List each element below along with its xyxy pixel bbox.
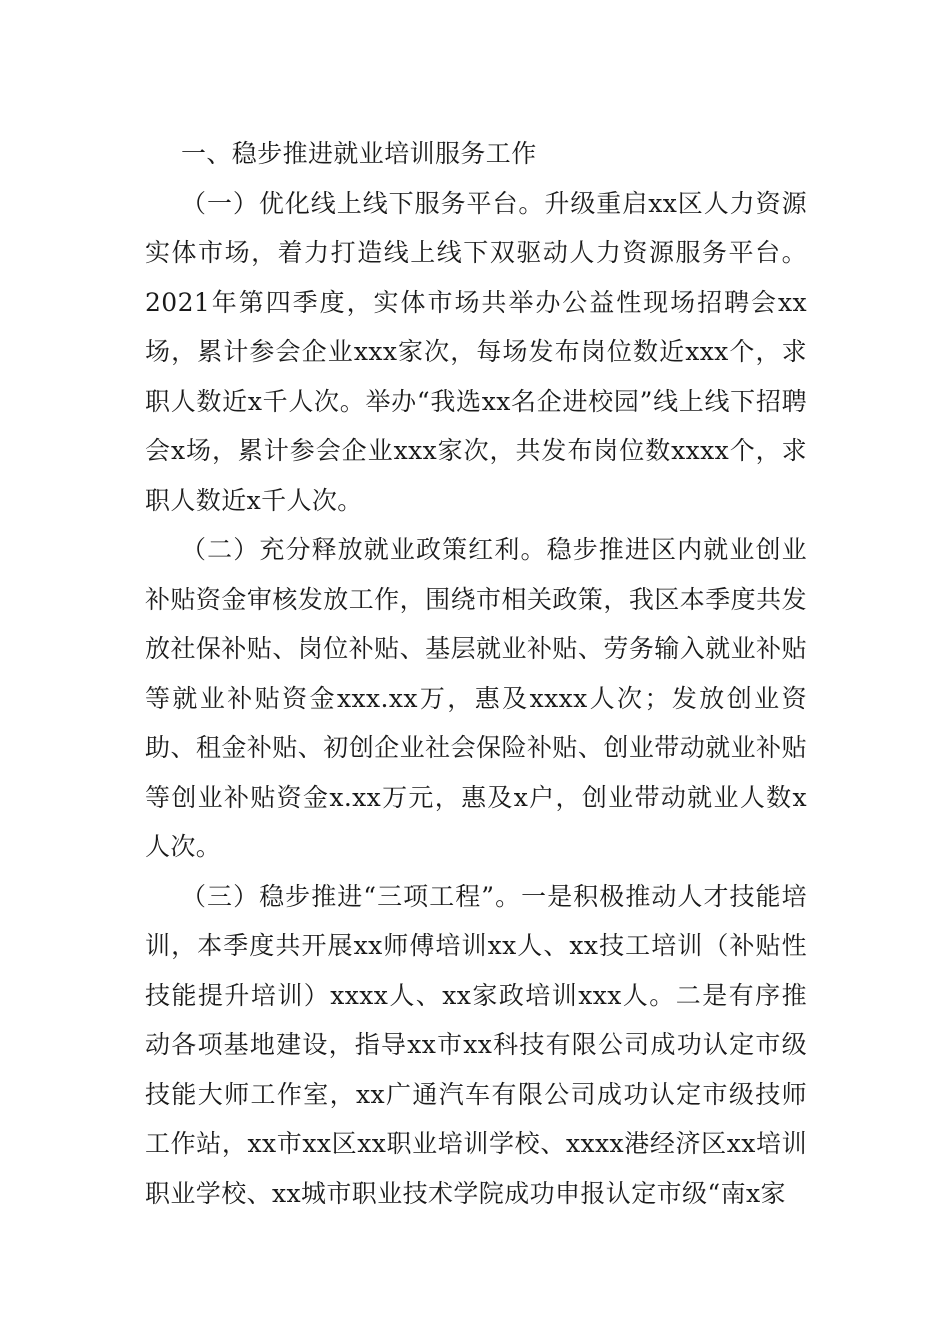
paragraph-1: （一）优化线上线下服务平台。升级重启xx区人力资源实体市场，着力打造线上线下双驱动人力资源服务平台。2021年第四季度，实体市场共举办公益性现场招聘会xx场，累计参会企业xxx家次，每场发布岗位数近xxx个，求职人数近x千人次。举办“我选xx名企进校园”线上线下招聘会x场，累计参会企业xxx家次，共发布岗位数xxxx个，求职人数近x千人次。 bbox=[145, 188, 807, 515]
paragraph-3: （三）稳步推进“三项工程”。一是积极推动人才技能培训，本季度共开展xx师傅培训xx人、xx技工培训（补贴性技能提升培训）xxxx人、xx家政培训xxx人。二是有序推动各项基地建设，指导xx市xx科技有限公司成功认定市级技能大师工作室，xx广通汽车有限公司成功认定市级技师工作站，xx市xx区xx职业培训学校、xxxx港经济区xx培训职业学校、xx城市职业技术学院成功申报认定市级“南x家 bbox=[145, 881, 807, 1208]
section-heading: 一、稳步推进就业培训服务工作 bbox=[181, 139, 537, 168]
paragraph-2: （二）充分释放就业政策红利。稳步推进区内就业创业补贴资金审核发放工作，围绕市相关政策，我区本季度共发放社保补贴、岗位补贴、基层就业补贴、劳务输入就业补贴等就业补贴资金xxx.xx万，惠及xxxx人次；发放创业资助、租金补贴、初创企业社会保险补贴、创业带动就业补贴等创业补贴资金x.xx万元，惠及x户，创业带动就业人数x人次。 bbox=[145, 535, 807, 861]
document-body bbox=[145, 129, 807, 1218]
